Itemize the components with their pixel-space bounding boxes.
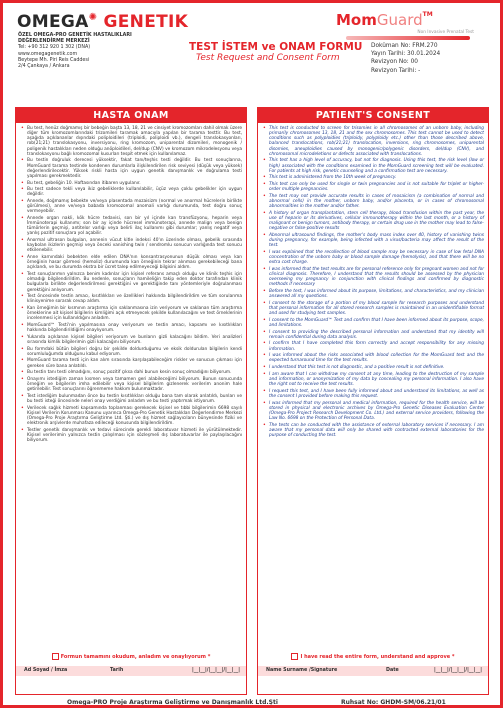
- date-field-en[interactable]: |__|__|/|__|__|/|__|__|: [433, 668, 482, 673]
- consent-item: • This test has a high level of accuracy, but not for diagnosis. Using this test, the risk level (low or high) associated with the conditions examined in the MomGuard screening test will be evaluated. For patients at high risk, genetic counseling and a confirmation test are necessary.: [262, 158, 484, 173]
- consent-item: • Test sonuçlarımın yalnızca benim kadınlar için kişisel referans amaçlı olduğu ve klinik teşhis için olmadığı bilgilendirildim. Bu nedenle, sonuçların hamileliğin takip eden doktor tarafından klinik bulgularla birlikte değerlendirilmesi gerektiğini ve gerektiğinde tanı yöntemleriyle doğrulanması gerektiğini anlıyorum.: [20, 272, 242, 293]
- patient-consent-en: [257, 107, 489, 695]
- signature-label-tr: Ad Soyad / İmza: [24, 668, 68, 673]
- confirm-checkbox-tr[interactable]: [52, 653, 59, 660]
- brand-subtitle: Non Invasive Prenatal Test: [417, 30, 474, 35]
- consent-item: • I consent to the MomGuard™ Test and confirm that I have been informed about its purpose, scope, and limitations.: [262, 318, 484, 328]
- brand-trademark: TM: [422, 11, 433, 18]
- document-meta: [371, 42, 440, 75]
- momguard-logo: [336, 11, 494, 40]
- org-address-line1: Beytepe Mh. Piri Reis Caddesi: [18, 57, 90, 63]
- form-title-tr: TEST İSTEM ve ONAM FORMU: [189, 41, 363, 53]
- brand-guard: Guard: [376, 11, 423, 29]
- consent-item: • Bu testin doğruluk derecesi yüksektir, fakat tanı/teşhis testi değildir. Bu test sonuçlarına, MomGuard tarama testinde kondenen durumlarla ilişkilendirilen risk seviyesi (düşük veya yüksek) değerlendirilecektir. Yüksek riskli hasta için uygun genetik danışmanlık ve doğrulama testi yapılması gerekmektedir.: [20, 158, 242, 179]
- consent-item: • I consent to the storage of a portion of my blood sample for research purposes and understand that personal information for all stored research samples is maintained in an unidentifiable format and used for studying test samples.: [262, 301, 484, 316]
- doc-number: Doküman No: FRM.270: [371, 43, 438, 49]
- revision-number: Revizyon No: 00: [371, 59, 418, 66]
- consent-list-en: [258, 123, 488, 438]
- consent-item: • The test may not provide accurate results in cases of mosaicism (a combination of normal and abnormal cells) in the mother, unborn baby, and/or placenta, or in cases of chromosomal abnormalities in the mother and/or father.: [262, 194, 484, 209]
- confirm-text-tr: Formun tamamını okudum, anladım ve onaylıyorum *: [60, 654, 211, 660]
- consent-item: • This test can only be used for single or twin pregnancies and is not suitable for triplet or higher-order multiple pregnancies.: [262, 182, 484, 192]
- consent-item: • Bu test, gebeliğin 10. Haftasından itibaren uygulanır.: [20, 181, 242, 186]
- footer-company: Omega-PRO Proje Araştırma Geliştirme ve Danışmanlık Ltd.Şti: [67, 699, 278, 706]
- form-header: [3, 3, 500, 103]
- consent-item: • Before the test, I was informed about its purpose, limitations, and characteristics, and my clinician answered all my questions.: [262, 289, 484, 299]
- brand-swoosh-icon: [346, 36, 470, 40]
- consent-item: • I was informed that the test results are for personal reference only for pregnant women and not for clinical diagnosis. Therefore, I understand that the results should be assessed by the physician overseeing my pregnancy in conjunction with clinical findings and confirmed by diagnostic methods if necessary: [262, 267, 484, 288]
- org-name-line1: ÖZEL OMEGA-PRO GENETİK HASTALIKLARI: [18, 33, 132, 38]
- consent-item: • Test öncesinde testin amacı, kısıtlılıkları ve özellikleri hakkında bilgilendirildim ve tüm sorularıma klinisyenime sorarak cevap aldım.: [20, 294, 242, 304]
- consent-item: • I was informed that my personal and medical information, required for the health service, will be stored in physical and electronic archives by Omega-Pro Genetic Diseases Evaluation Center (Omega-Pro Project Research Development Co. Ltd.) and external service providers, following the Law No. 6698 on the Protection of Personal Data.: [262, 401, 484, 422]
- consent-item: • This test is conducted to screen for trisomies in all chromosomes of an unborn baby, including primarily chromosomes 13, 18, 21 and the sex chromosomes. This test cannot be used to detect conditions such as polyploidies (triploidy, polyploidy etc.) other than those described above, balanced translocations, rob(21;21) translocation, inversions, ring chromosomes, uniparental disomies, aneuploidies caused by monogenic/polygenic disorders, del/dup (CNV), and chromosomal microdeletions or defects associated with translocations.: [262, 126, 484, 157]
- publish-date: Yayın Tarihi: 30.01.2024: [371, 51, 441, 58]
- consent-item: • Abnormal ultrasound findings, the mother's body mass index over 40, history of vanishing twins during pregnancy, for example, being infected with a virus/bacteria may affect the result of the test.: [262, 233, 484, 248]
- consent-item: • I consent to providing the described personal information and understand that my identity will remain confidential during data analysis.: [262, 330, 484, 340]
- consent-item: • Bu testin tanı testi olmadığını, sonuç pozitif çıksa dahi bunun kesin sonuç olmadığını biliyorum.: [20, 370, 242, 375]
- consent-item: • I confirm that I have completed this form correctly and accept responsibility for any missing information.: [262, 341, 484, 351]
- patient-consent-tr: [15, 107, 247, 695]
- date-field-tr[interactable]: |__|__|/|__|__|/|__|__|: [191, 668, 240, 673]
- consent-item: • Test istediğim bulunmadan önce bu testin kısıtlılıkları olduğu bana tam olarak anlatıldı, bunları ve bu testi isteği öncesinde neleri onay verdiğimi anladım ve bu testi yaptırmak istiyorum.: [20, 394, 242, 404]
- consent-item: • Annede, doğmamış bebekte ve/veya plasentada mozaisizm (normal ve anormal hücrelerin birlikte görülmesi), anne ve/veya babada kromozomal anomali varlığı durumunda, test doğru sonuç vermeyebilir.: [20, 199, 242, 214]
- org-name-line2: DEĞERLENDİRME MERKEZİ: [18, 39, 90, 45]
- consent-item: • Bu formdaki bütün bilgileri doğru bir şekilde doldurduğumu ve eksik doldurulan bilgilerin kendi sorumluluğumda olduğunu kabul ediyorum.: [20, 347, 242, 357]
- consent-item: • Annede organ nakli, kök hücre tedavisi, son bir yıl içinde kan transfüzyonu, heparin veya İmmünoterapi kullanımı; son bir ay içinde hücresel immünoterapi, annede malign veya benign tümörlerin geçmişi, antitelor varlığı veya belirli ilaç kullanımı gibi durumlar; yanlış negatif veya yanlış pozitif sonuçlara yol açabilir.: [20, 216, 242, 237]
- consent-item: • Anne karnındaki bebekten elde edilen DNA'nın konsantrasyonunun düşük olması veya kan örneğinin hasar görmesi (hemoliz) durumunda kan örneğinin tekrar alınması gerekebileceği bana açıklandı, ve bu durumda ekstra bir ücret talep edilmeyeceği bilgisini aldım.: [20, 255, 242, 270]
- consent-item: • Kan örneğimin bir kısmının araştırma için saklanmasına izin veriyorum ve saklanan tüm araştırma örneklerine ait kişisel bilgilerin kimliğimi açık etmeyecek şekilde kullanılacağını ve test örneklerinin incelenmesi için kullanıldığını anladım.: [20, 306, 242, 321]
- consent-item: • A history of organ transplantation, stem cell therapy, blood transfusion within the past year, the use of heparin or its derivatives, cellular immunotherapy within the last month, or a history of malignant or benign tumors, antibody therapy, or certain drug use in the mother may lead to false-negative or false-positive results: [262, 211, 484, 232]
- consent-item: • I was informed about the risks associated with blood collection for the MomGuard test and the expected turnaround time for the test results.: [262, 353, 484, 363]
- brand-mom: Mom: [336, 11, 377, 29]
- consent-item: • I understand that this test is not diagnostic, and a positive result is not definitive.: [262, 365, 484, 370]
- consent-item: • This test is administered from the 10th week of pregnancy.: [262, 175, 484, 180]
- consent-item: • MomGuard tarama testi için kan alım sırasında karşılaşabileceğim riskler ve sonucun çıkması için gereken süre bana anlatıldı.: [20, 358, 242, 368]
- omega-genetik-logo: OMEGA✺ GENETIK: [17, 12, 189, 32]
- consent-list-tr: [16, 123, 246, 443]
- confirm-row-en[interactable]: [258, 653, 488, 660]
- confirm-row-tr[interactable]: [16, 653, 246, 660]
- consent-item: • MomGuard™ Testi'nin yapılmasına onay veriyorum ve testin amacı, kapsamı ve kısıtlılıkları hakkında bilgilendirildiğimi onaylıyorum.: [20, 323, 242, 333]
- date-label-tr: Tarih: [110, 668, 124, 673]
- org-address-line2: 2/4 Çankaya / Ankara: [18, 64, 70, 70]
- date-label-en: Date: [386, 668, 399, 673]
- footer-license: Ruhsat No: GHDM-SM/06.21/01: [341, 699, 446, 706]
- revision-date: Revizyon Tarihi: -: [371, 67, 421, 74]
- org-phone: Tel: +90 312 920 1 302 (DNA): [18, 45, 91, 51]
- consent-item: • Bu test sadece tekli veya ikiz gebeliklerde kullanılabilir, üçüz veya çoklu gebelikler için uygun değildir.: [20, 187, 242, 197]
- consent-item: • Testler genetik danışmanlık ve tedavi sürecinde gerekli laboratuvar hizmeti ile yürütülmektedir. Kişisel verilerimin yalnızca testin çalışılması için sözleşmeli dış laboratuvarlar ile paylaşılacağını biliyorum.: [20, 428, 242, 443]
- logo-omega-word: OMEGA: [17, 12, 89, 32]
- consent-item: • Onayımı istediğim zaman kısmen veya tamamen geri alabileceğimi biliyorum. Bunun sonucunda örneğim ve bilgilerim imha edilebilir veya kişisel bilgilerim gizlenerek verilerim anonim hale getirilebilir. Test sonuçlarını öğrenmeme hakkım bulunmaktadır.: [20, 377, 242, 392]
- column-heading-en: PATIENT'S CONSENT: [258, 108, 488, 123]
- signature-bar-tr[interactable]: [16, 666, 246, 676]
- consent-item: • I am aware that I can withdraw my consent at any time, leading to the destruction of my sample and information, or anonymization of my data by concealing my personal information. I also have the right not to receive the test results.: [262, 372, 484, 387]
- logo-genetik-word: GENETIK: [103, 12, 189, 32]
- consent-item: • Anormal ultrason bulguları, annenin vücut kitle indeksi 40'ın üzerinde olması, gebelik sırasında kaybolan ikizlerin geçmişi veya önceki vanishing twin / sendromlu sonucun varlığında test sonucu etkilenebilir.: [20, 238, 242, 253]
- form-title-en: Test Request and Consent Form: [196, 53, 340, 63]
- org-info: [18, 33, 132, 70]
- signature-label-en: Name Surname /Signature: [266, 668, 338, 673]
- consent-item: • The tests can be conducted with the assistance of external laboratory services if necessary. I am aware that my personal data will only be shared with contracted external laboratories for the purpose of conducting the test.: [262, 423, 484, 438]
- column-heading-tr: HASTA ONAM: [16, 108, 246, 123]
- confirm-text-en: I have read the entire form, understand and approve *: [300, 654, 455, 660]
- consent-item: • Verilecek sağlık hizmeti kapsamında toplanması gerekecek kişisel ve tıbbi bilgilerimin 6698 sayılı Kişisel Verilerin Korunması Kanunu uyarınca Omega-Pro Genetik Hastalıkları Değerlendirme Merkezi (Omega-Pro Proje Araştırma Geliştirme Ltd. Şti.) ve dış hizmet sağlayıcıların bünyesinde fiziki ve elektronik arşivlerde muhafaza edileceği konusunda bilgilendirildim.: [20, 406, 242, 427]
- signature-bar-en[interactable]: [258, 666, 488, 676]
- consent-item: • I request this test, and I have been fully informed about and understand its limitations, as well as the consent I provided before making this request.: [262, 389, 484, 399]
- consent-item: • Yukarıda açıklanan kişisel bilgileri veriyorum ve bunların gizli kalacağını bildim. Veri analizleri sırasında kimlik bilgilerimin gizli kalacağını biliyorum.: [20, 335, 242, 345]
- org-website: www.omegagenetik.com: [18, 51, 78, 57]
- consent-item: • I was explained that the recollection of blood sample may be necessary in case of low fetal DNA concentration of the unborn baby or blood sample damage (hemolysis), and that there will be no extra cost charge.: [262, 250, 484, 265]
- consent-item: • Bu test, henüz doğmamış bir bebeğin başta 13, 18, 21 ve cinsiyet kromozomları dahil olmak üzere diğer tüm kromozomlarındaki trizomileri taramak amacıyla yapılan bir tarama testtir. Bu test, aşağıda açıklananlar dışındaki poliploidileri (triploidi, poliploidi vb.), dengeli translokasyonları, rob(21;21) translokasyonu, inversiyonu, ring kromozom, uniparental dizomileri, monogenik / poligenik hastalıkları neden olduğu anöploidileri, del/dup (CNV) ve kromozom mikrodelesyonu veya translokasyonu bağlı kromozomal kusurları tespit etmek için kullanılamaz.: [20, 126, 242, 157]
- confirm-checkbox-en[interactable]: [291, 653, 298, 660]
